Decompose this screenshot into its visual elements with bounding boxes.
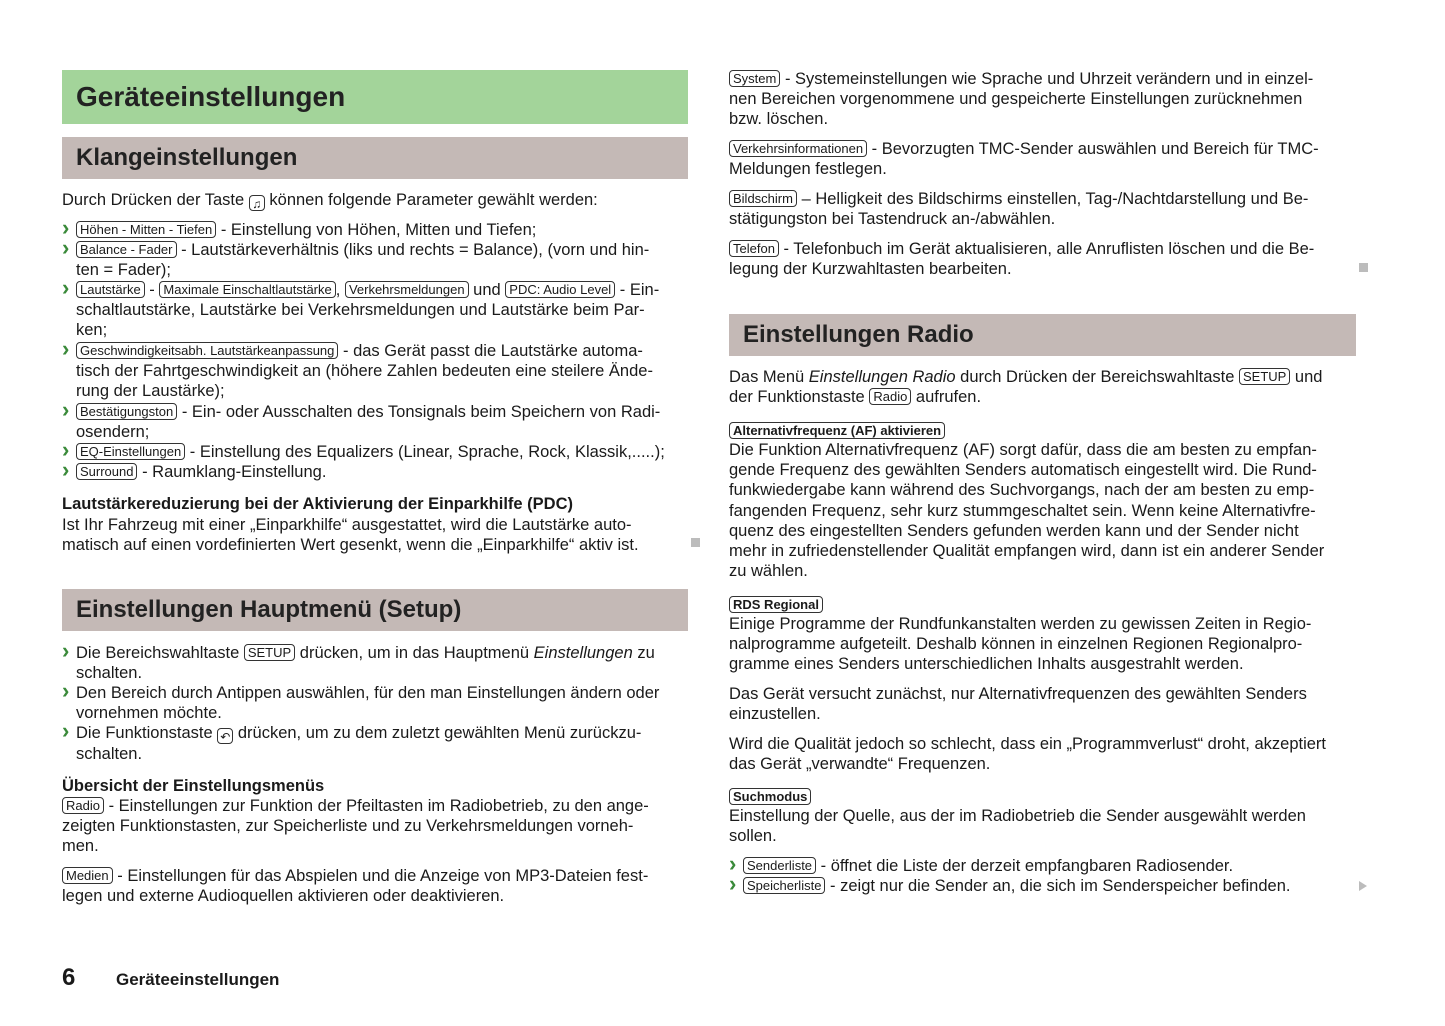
menu-key: Bestätigungston <box>76 403 177 420</box>
menu-key: Bildschirm <box>729 190 797 207</box>
list-item: › Bestätigungston - Ein- oder Ausschalten des Tonsignals beim Speichern von Radi- osendern; <box>62 402 660 442</box>
radio-key: Radio <box>869 388 911 405</box>
list-item: › Die Funktionstaste ↶ drücken, um zu dem zuletzt gewählten Menü zurückzu- schalten. <box>62 723 641 764</box>
menu-key: Senderliste <box>743 857 816 874</box>
system-paragraph: System - Systemeinstellungen wie Sprache und Uhrzeit verändern und in einzel- nen Bereichen vorgenommene und gespeicherte Einstellungen zurücknehmen bzw. löschen. <box>729 70 1314 129</box>
menu-key: Verkehrsmeldungen <box>345 281 469 298</box>
end-mark-icon <box>691 538 700 547</box>
klang-intro: Durch Drücken der Taste ♫ können folgende Parameter gewählt werden: <box>62 191 598 211</box>
list-item: › Den Bereich durch Antippen auswählen, für den man Einstellungen ändern oder vornehmen möchte. <box>62 683 659 723</box>
pdc-paragraph: Ist Ihr Fahrzeug mit einer „Einparkhilfe“ ausgestattet, wird die Lautstärke auto- matisch auf einen vordefinierten Wert gesenkt, wenn die „Einparkhilfe“ aktiv ist. <box>62 516 639 555</box>
rds-label <box>729 594 823 614</box>
list-item: › Die Bereichswahltaste SETUP drücken, um in das Hauptmenü Einstellungen zu schalten. <box>62 643 655 683</box>
verkehr-paragraph: Verkehrsinformationen - Bevorzugten TMC-Sender auswählen und Bereich für TMC- Meldungen festlegen. <box>729 140 1319 179</box>
list-item: › Surround - Raumklang-Einstellung. <box>62 462 326 482</box>
overview-heading: Übersicht der Einstellungsmenüs <box>62 777 325 795</box>
menu-key: Speicherliste <box>743 877 825 894</box>
menu-key: Höhen - Mitten - Tiefen <box>76 221 216 238</box>
menu-key: Lautstärke <box>76 281 145 298</box>
bildschirm-paragraph: Bildschirm – Helligkeit des Bildschirms einstellen, Tag-/Nachtdarstellung und Be- stätigungston bei Tastendruck an-/abwählen. <box>729 190 1309 229</box>
medien-paragraph: Medien - Einstellungen für das Abspielen und die Anzeige von MP3-Dateien fest- legen und externe Audioquellen aktivieren oder deaktivieren. <box>62 867 649 906</box>
radio-intro: Das Menü Einstellungen Radio durch Drücken der Bereichswahltaste SETUP und der Funktionstaste Radio aufrufen. <box>729 368 1323 407</box>
list-item: › Geschwindigkeitsabh. Lautstärkeanpassung - das Gerät passt die Lautstärke automa- tisch der Fahrtgeschwindigkeit an (höhere Zahlen bedeuten eine steilere Ände- rung der Laustärke); <box>62 341 653 402</box>
menu-key: Maximale Einschaltlautstärke <box>159 281 335 298</box>
af-label <box>729 420 945 440</box>
rds-paragraph: Einige Programme der Rundfunkanstalten werden zu gewissen Zeiten in Regio- nalprogramme aufgeteilt. Deshalb können in einzelnen Regionen Regionalpro- gramme eines Senders unterschiedlichen Inhalts ausgestrahlt werden. <box>729 615 1312 674</box>
menu-key: Surround <box>76 463 137 480</box>
pdc-heading: Lautstärkereduzierung bei der Aktivierung der Einparkhilfe (PDC) <box>62 495 573 513</box>
menu-key: System <box>729 70 780 87</box>
section-heading-setup: Einstellungen Hauptmenü (Setup) <box>62 589 688 631</box>
footer-title: Geräteeinstellungen <box>116 970 280 989</box>
setup-key: SETUP <box>1239 368 1290 385</box>
list-item: › Balance - Fader - Lautstärkeverhältnis (liks und rechts = Balance), (vorn und hin- ten = Fader); <box>62 240 649 280</box>
menu-key: Telefon <box>729 240 779 257</box>
section-heading-klang: Klangeinstellungen <box>62 137 688 179</box>
list-item: › Lautstärke - Maximale Einschaltlautstärke , Verkehrsmeldungen und PDC: Audio Level - Ein- schaltlautstärke, Lautstärke bei Verkehrsmeldungen und Lautstärke beim Par- ken; <box>62 280 659 341</box>
menu-key: Verkehrsinformationen <box>729 140 867 157</box>
rds-paragraph-3: Wird die Qualität jedoch so schlecht, dass ein „Programmverlust“ droht, akzeptiert das Gerät „verwandte“ Frequenzen. <box>729 735 1326 774</box>
end-mark-icon <box>1359 263 1368 272</box>
menu-key: Suchmodus <box>729 788 811 805</box>
rds-paragraph-2: Das Gerät versucht zunächst, nur Alternativfrequenzen des gewählten Senders einzustellen. <box>729 685 1307 724</box>
section-heading-radio: Einstellungen Radio <box>729 314 1356 356</box>
list-item: › Senderliste - öffnet die Liste der derzeit empfangbaren Radiosender. <box>729 856 1233 876</box>
menu-key: EQ-Einstellungen <box>76 443 185 460</box>
list-item: › EQ-Einstellungen - Einstellung des Equalizers (Linear, Sprache, Rock, Klassik,.....); <box>62 442 665 462</box>
menu-key: Balance - Fader <box>76 241 177 258</box>
back-icon: ↶ <box>217 728 233 744</box>
list-item: › Höhen - Mitten - Tiefen - Einstellung von Höhen, Mitten und Tiefen; <box>62 220 536 240</box>
telefon-paragraph: Telefon - Telefonbuch im Gerät aktualisieren, alle Anruflisten löschen und die Be- legung der Kurzwahltasten bearbeiten. <box>729 240 1315 279</box>
page-number: 6 <box>62 964 76 991</box>
menu-key: Medien <box>62 867 113 884</box>
menu-key: PDC: Audio Level <box>505 281 615 298</box>
menu-key: Radio <box>62 797 104 814</box>
af-paragraph: Die Funktion Alternativfrequenz (AF) sorgt dafür, dass die am besten zu empfan- gende Frequenz des gewählten Senders automatisch eingestellt wird. Die Rund- funkwiedergabe kann während des Suchvorgangs, nach der am besten zu emp- fangenden Frequenz, sehr kurz stummgeschaltet sein. Wenn keine Alternativfre- quenz des eingestellten Senders gefunden werden kann und der Sender nicht mehr in zufriedenstellender Qualität empfangen wird, dann ist ein anderer Sender zu wählen. <box>729 441 1325 581</box>
setup-key: SETUP <box>244 644 295 661</box>
list-item: › Speicherliste - zeigt nur die Sender an, die sich im Senderspeicher befinden. <box>729 876 1290 896</box>
menu-key: RDS Regional <box>729 596 823 613</box>
such-paragraph: Einstellung der Quelle, aus der im Radiobetrieb die Sender ausgewählt werden sollen. <box>729 807 1306 846</box>
radio-paragraph: Radio - Einstellungen zur Funktion der Pfeiltasten im Radiobetrieb, zu den ange- zeigten Funktionstasten, zur Speicherliste und zu Verkehrsmeldungen vorneh- men. <box>62 797 649 856</box>
menu-key: Geschwindigkeitsabh. Lautstärkeanpassung <box>76 342 338 359</box>
chapter-title: Geräteeinstellungen <box>62 70 688 124</box>
such-label <box>729 786 811 806</box>
music-note-icon: ♫ <box>249 195 265 211</box>
menu-key: Alternativfrequenz (AF) aktivieren <box>729 422 945 439</box>
continue-arrow-icon <box>1359 881 1367 891</box>
